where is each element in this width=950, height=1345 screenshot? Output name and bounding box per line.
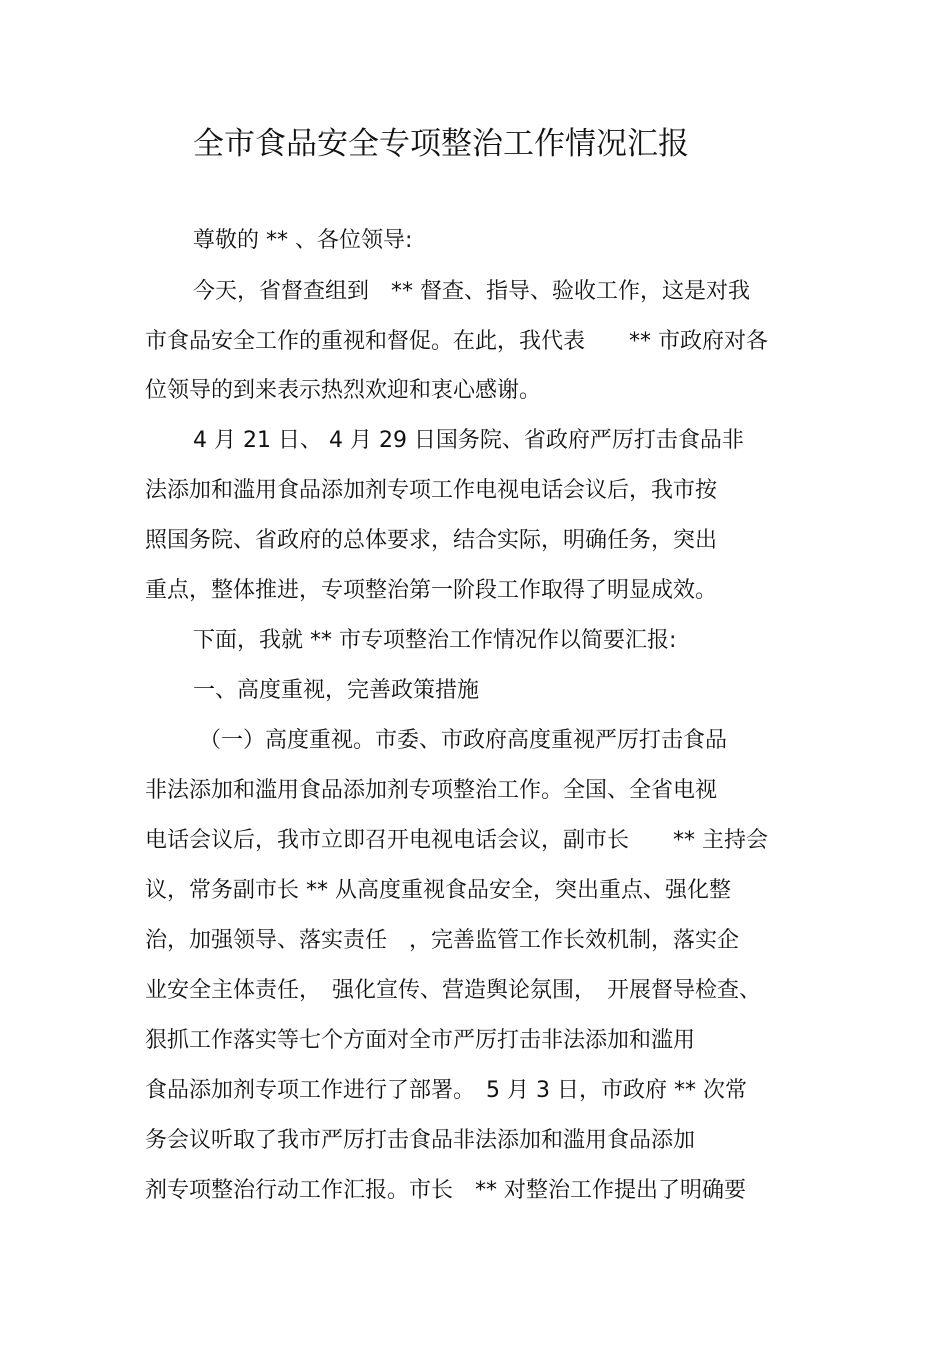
body-line: 业安全主体责任， 强化宣传、营造舆论氛围， 开展督导检查、	[145, 978, 762, 1003]
body-line: 今天，省督查组到 ** 督查、指导、验收工作，这是对我	[193, 279, 750, 304]
section-heading: 一、高度重视，完善政策措施	[193, 678, 480, 703]
document-title: 全市食品安全专项整治工作情况汇报	[193, 126, 689, 162]
body-line: 狠抓工作落实等七个方面对全市严厉打击非法添加和滥用	[145, 1028, 696, 1053]
salutation-line: 尊敬的 ** 、各位领导:	[193, 228, 413, 253]
body-line: 4 月 21 日、 4 月 29 日国务院、省政府严厉打击食品非	[193, 428, 744, 453]
body-line: 法添加和滥用食品添加剂专项工作电视电话会议后，我市按	[145, 478, 718, 503]
body-line: 剂专项整治行动工作汇报。市长 ** 对整治工作提出了明确要	[145, 1178, 746, 1203]
body-line: 市食品安全工作的重视和督促。在此，我代表 ** 市政府对各	[145, 329, 768, 354]
body-line: 食品添加剂专项工作进行了部署。 5 月 3 日，市政府 ** 次常	[145, 1078, 747, 1103]
body-line: 位领导的到来表示热烈欢迎和衷心感谢。	[145, 378, 542, 403]
body-line: 重点，整体推进，专项整治第一阶段工作取得了明显成效。	[145, 578, 718, 603]
body-line: 照国务院、省政府的总体要求，结合实际，明确任务，突出	[145, 528, 718, 553]
body-line: 治，加强领导、落实责任 ，完善监管工作长效机制，落实企	[145, 928, 740, 953]
body-line: 议，常务副市长 ** 从高度重视食品安全，突出重点、强化整	[145, 878, 731, 903]
body-line: 务会议听取了我市严厉打击食品非法添加和滥用食品添加	[145, 1128, 696, 1153]
body-line: 下面，我就 ** 市专项整治工作情况作以简要汇报:	[193, 628, 677, 653]
body-line: 电话会议后，我市立即召开电视电话会议，副市长 ** 主持会	[145, 828, 768, 853]
subsection-line: （一）高度重视。市委、市政府高度重视严厉打击食品	[199, 728, 728, 753]
body-line: 非法添加和滥用食品添加剂专项整治工作。全国、全省电视	[145, 778, 718, 803]
